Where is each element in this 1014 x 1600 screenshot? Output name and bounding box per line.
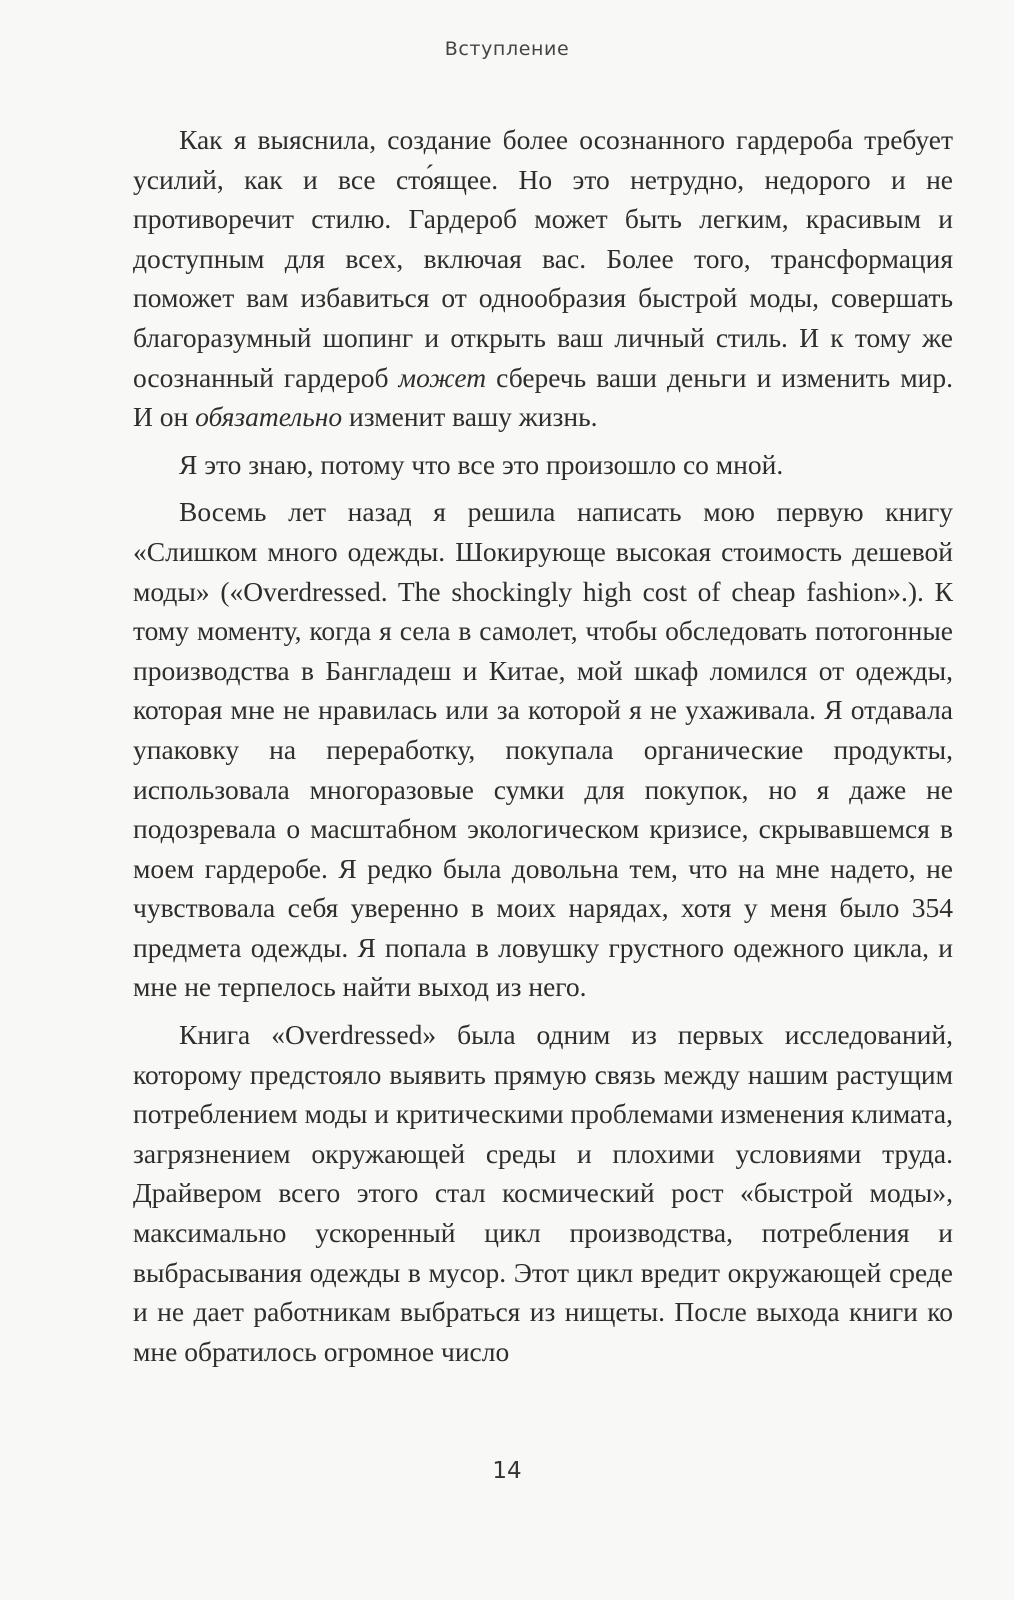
paragraph-1-text-a: Как я выяснила, создание более осознанного гардероба требует усилий, как и все сто́ящее. Но это нетрудно, недорого и не противоречит стилю. Гардероб может быть легким, красивым и доступным для всех, включая вас. Более того, трансформация поможет вам избавиться от однообразия быстрой моды, совершать благоразумный шопинг и открыть ваш личный стиль. И к тому же осознанный гардероб [133,124,953,393]
paragraph-1-text-b: сберечь ваши деньги и изменить мир. И он [133,361,953,433]
running-head: Вступление [444,38,570,60]
paragraph-4: Книга «Overdressed» была одним из первых исследований, которому предстояло выявить прямую связь между нашим растущим потреблением моды и критическими проблемами изменения климата, загрязнением окружающей среды и плохими условиями труда. Драйвером всего этого стал космический рост «быстрой моды», максимально ускоренный цикл производства, потребления и выбрасывания одежды в мусор. Этот цикл вредит окружающей среде и не дает работникам выбраться из нищеты. После выхода книги ко мне обратилось огромное число [133,1019,953,1367]
body-text [133,120,953,1379]
emphasis-obyazatelno: обязательно [195,401,343,433]
paragraph-3: Восемь лет назад я решила написать мою первую книгу «Слишком много одежды. Шокирующе высокая стоимость дешевой моды» («Overdressed. The shockingly high cost of cheap fashion».). К тому моменту, когда я села в самолет, чтобы обследовать потогонные производства в Бангладеш и Китае, мой шкаф ломился от одежды, которая мне не нравилась или за которой я не ухаживала. Я отдавала упаковку на переработку, покупала органические продукты, использовала многоразовые сумки для покупок, но я даже не подозревала о масштабном экологическом кризисе, скрывавшемся в моем гардеробе. Я редко была довольна тем, что на мне надето, не чувствовала себя уверенно в моих нарядах, хотя у меня было 354 предмета одежды. Я попала в ловушку грустного одежного цикла, и мне не терпелось найти выход из него. [133,496,953,1003]
emphasis-mozhet: может [398,361,487,393]
paragraph-1-text-c: изменит вашу жизнь. [342,401,598,433]
paragraph-1 [133,120,953,437]
paragraph-2: Я это знаю, потому что все это произошло со мной. [179,448,784,480]
page-number: 14 [492,1458,522,1484]
